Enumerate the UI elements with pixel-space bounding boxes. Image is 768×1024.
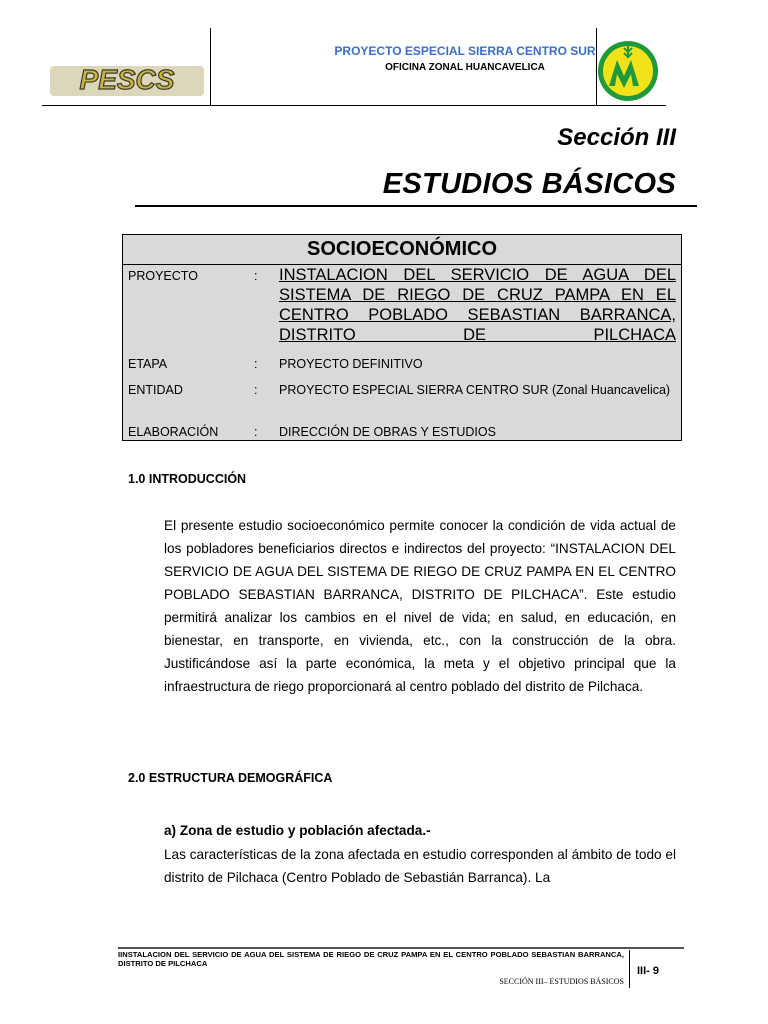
info-box-heading: SOCIOECONÓMICO	[123, 235, 681, 265]
value-proyecto: INSTALACION DEL SERVICIO DE AGUA DEL SISTEMA DE RIEGO DE CRUZ PAMPA EN EL CENTRO POBLADO SEBASTIAN BARRANCA, DISTRITO DE PILCHACA	[279, 266, 676, 344]
colon: :	[254, 383, 258, 397]
pescs-logo	[48, 58, 206, 102]
demography-heading: 2.0 ESTRUCTURA DEMOGRÁFICA	[128, 771, 333, 785]
footer-section-label: SECCIÓN III– ESTUDIOS BÁSICOS	[499, 977, 624, 986]
page-number: III- 9	[637, 965, 660, 977]
header-subtitle: OFICINA ZONAL HUANCAVELICA	[385, 62, 545, 73]
intro-heading: 1.0 INTRODUCCIÓN	[128, 472, 247, 486]
label-proyecto: PROYECTO	[128, 269, 198, 283]
subsection-a-text: Las características de la zona afectada en estudio corresponden al ámbito de todo el distrito de Pilchaca (Centro Poblado de Sebastián Barranca). La	[164, 847, 676, 885]
footer-divider	[629, 950, 630, 988]
subsection-a-heading: a) Zona de estudio y población afectada.-	[164, 823, 431, 838]
label-entidad: ENTIDAD	[128, 383, 183, 397]
label-elaboracion: ELABORACIÓN	[128, 425, 219, 439]
header-rule	[42, 105, 666, 106]
header-title: PROYECTO ESPECIAL SIERRA CENTRO SUR	[334, 44, 596, 58]
intro-text: El presente estudio socioeconómico permite conocer la condición de vida actual de los pobladores beneficiarios directos e indirectos del proyecto: “INSTALACION DEL SERVICIO DE AGUA DEL SISTEMA DE RIEGO DE CRUZ PAMPA EN EL CENTRO POBLADO SEBASTIAN BARRANCA, DISTRITO DE PILCHACA”. Este estudio permitirá analizar los cambios en el nivel de vida; en salud, en educación, en bienestar, en transporte, en vivienda, etc., con la construcción de la obra. Justificándose así la parte económica, la meta y el objetivo principal que la infraestructura de riego proporcionará al centro poblado del distrito de Pilchaca.	[164, 518, 676, 694]
intro-paragraph	[164, 514, 676, 698]
value-entidad: PROYECTO ESPECIAL SIERRA CENTRO SUR (Zonal Huancavelica)	[279, 383, 671, 397]
project-info-box	[122, 234, 682, 441]
section-title: ESTUDIOS BÁSICOS	[382, 168, 676, 200]
footer-rule	[118, 947, 684, 949]
title-rule	[135, 205, 697, 207]
label-etapa: ETAPA	[128, 357, 168, 371]
footer-project-text: IINSTALACION DEL SERVICIO DE AGUA DEL SISTEMA DE RIEGO DE CRUZ PAMPA EN EL CENTRO POBLADO SEBASTIAN BARRANCA, DISTRITO DE PILCHACA	[118, 950, 624, 968]
subsection-a-paragraph	[164, 843, 676, 889]
colon: :	[254, 425, 258, 439]
value-elaboracion: DIRECCIÓN DE OBRAS Y ESTUDIOS	[279, 425, 496, 439]
header-divider-left	[210, 28, 211, 106]
pescs-logo-text: PESCS	[79, 64, 175, 95]
value-etapa: PROYECTO DEFINITIVO	[279, 357, 423, 371]
colon: :	[254, 269, 258, 283]
section-number: Sección III	[557, 124, 676, 151]
zonal-emblem-logo	[597, 30, 659, 112]
colon: :	[254, 357, 258, 371]
